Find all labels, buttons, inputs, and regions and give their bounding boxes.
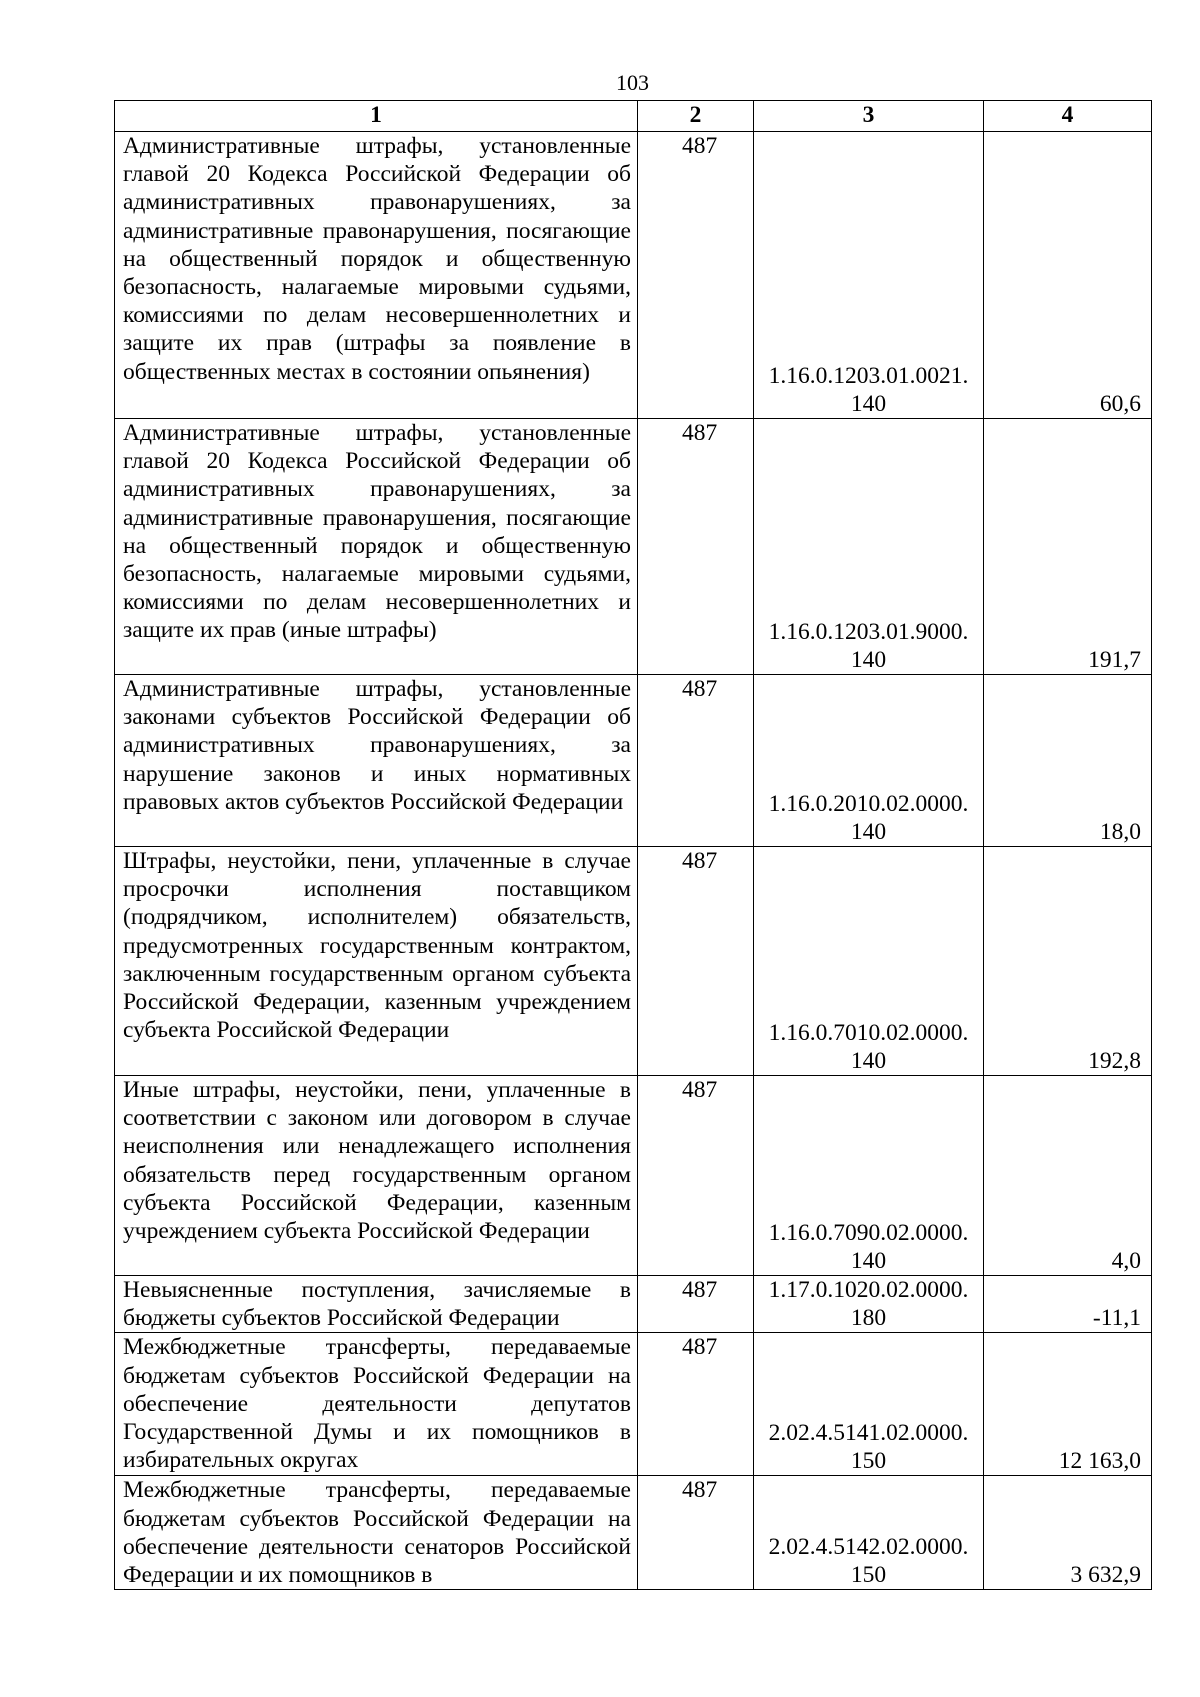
budget-code-line-2: 150 bbox=[850, 1562, 887, 1589]
budget-code-line-2: 140 bbox=[850, 390, 887, 417]
budget-code-line-2: 140 bbox=[850, 1247, 887, 1274]
table-row bbox=[115, 675, 1152, 847]
budget-code-line-2: 140 bbox=[850, 646, 887, 673]
table-row bbox=[115, 419, 1152, 675]
admin-code-cell: 487 bbox=[638, 1076, 754, 1276]
amount-cell: 12 163,0 bbox=[984, 1333, 1152, 1476]
budget-code-line-1: 2.02.4.5142.02.0000. bbox=[768, 1534, 969, 1560]
table-row bbox=[115, 1476, 1152, 1590]
budget-code-line-2: 180 bbox=[850, 1305, 887, 1332]
amount-cell: -11,1 bbox=[984, 1276, 1152, 1333]
column-header-2: 2 bbox=[638, 101, 754, 132]
description-cell: Административные штрафы, установленные главой 20 Кодекса Российской Федерации об административных правонарушениях, за административные правонарушения, посягающие на общественный порядок и общественную безопасность, налагаемые мировыми судьями, комиссиями по делам несовершеннолетних и защите их прав (штрафы за появление в общественных местах в состоянии опьянения) bbox=[115, 132, 638, 419]
budget-code-line-2: 150 bbox=[850, 1448, 887, 1475]
column-header-4: 4 bbox=[984, 101, 1152, 132]
table-row bbox=[115, 1333, 1152, 1476]
amount-cell: 18,0 bbox=[984, 675, 1152, 847]
admin-code-cell: 487 bbox=[638, 1476, 754, 1590]
amount-cell: 60,6 bbox=[984, 132, 1152, 419]
budget-code-line-1: 1.16.0.2010.02.0000. bbox=[768, 790, 969, 817]
description-cell: Административные штрафы, установленные законами субъектов Российской Федерации об административных правонарушениях, за нарушение законов и иных нормативных правовых актов субъектов Российской Федерации bbox=[115, 675, 638, 847]
description-cell: Иные штрафы, неустойки, пени, уплаченные в соответствии с законом или договором в случае неисполнения или ненадлежащего исполнения обязательств перед государственным органом субъекта Российской Федерации, казенным учреждением субъекта Российской Федерации bbox=[115, 1076, 638, 1276]
description-cell: Штрафы, неустойки, пени, уплаченные в случае просрочки исполнения поставщиком (подрядчиком, исполнителем) обязательств, предусмотренных государственным контрактом, заключенным государственным органом субъекта Российской Федерации, казенным учреждением субъекта Российской Федерации bbox=[115, 847, 638, 1076]
amount-cell: 4,0 bbox=[984, 1076, 1152, 1276]
admin-code-cell: 487 bbox=[638, 675, 754, 847]
description-cell: Межбюджетные трансферты, передаваемые бюджетам субъектов Российской Федерации на обеспечение деятельности депутатов Государственной Думы и их помощников в избирательных округах bbox=[115, 1333, 638, 1476]
budget-code-line-1: 1.16.0.7090.02.0000. bbox=[768, 1219, 969, 1246]
amount-cell: 3 632,9 bbox=[984, 1476, 1152, 1590]
table-header-row bbox=[115, 101, 1152, 132]
admin-code-cell: 487 bbox=[638, 1333, 754, 1476]
table-row bbox=[115, 1076, 1152, 1276]
budget-code-cell bbox=[754, 132, 984, 419]
table-row bbox=[115, 132, 1152, 419]
description-cell: Межбюджетные трансферты, передаваемые бюджетам субъектов Российской Федерации на обеспечение деятельности сенаторов Российской Федерации и их помощников в bbox=[115, 1476, 638, 1590]
budget-code-cell bbox=[754, 1276, 984, 1333]
budget-code-cell bbox=[754, 1076, 984, 1276]
description-cell: Невыясненные поступления, зачисляемые в бюджеты субъектов Российской Федерации bbox=[115, 1276, 638, 1333]
admin-code-cell: 487 bbox=[638, 132, 754, 419]
amount-cell: 192,8 bbox=[984, 847, 1152, 1076]
admin-code-cell: 487 bbox=[638, 847, 754, 1076]
description-cell: Административные штрафы, установленные главой 20 Кодекса Российской Федерации об административных правонарушениях, за административные правонарушения, посягающие на общественный порядок и общественную безопасность, налагаемые мировыми судьями, комиссиями по делам несовершеннолетних и защите их прав (иные штрафы) bbox=[115, 419, 638, 675]
budget-table bbox=[114, 100, 1152, 1590]
budget-code-line-2: 140 bbox=[850, 818, 887, 845]
budget-code-cell bbox=[754, 419, 984, 675]
admin-code-cell: 487 bbox=[638, 419, 754, 675]
budget-code-cell bbox=[754, 1333, 984, 1476]
budget-code-line-1: 2.02.4.5141.02.0000. bbox=[768, 1420, 969, 1446]
budget-code-line-1: 1.17.0.1020.02.0000. bbox=[768, 1277, 969, 1303]
budget-code-cell bbox=[754, 675, 984, 847]
table-row bbox=[115, 1276, 1152, 1333]
budget-code-line-2: 140 bbox=[850, 1047, 887, 1074]
column-header-1: 1 bbox=[115, 101, 638, 132]
table-row bbox=[115, 847, 1152, 1076]
budget-code-line-1: 1.16.0.1203.01.9000. bbox=[768, 618, 969, 645]
budget-code-line-1: 1.16.0.1203.01.0021. bbox=[768, 362, 969, 389]
budget-code-line-1: 1.16.0.7010.02.0000. bbox=[768, 1019, 969, 1046]
admin-code-cell: 487 bbox=[638, 1276, 754, 1333]
budget-code-cell bbox=[754, 1476, 984, 1590]
budget-code-cell bbox=[754, 847, 984, 1076]
page-number: 103 bbox=[616, 70, 649, 95]
amount-cell: 191,7 bbox=[984, 419, 1152, 675]
column-header-3: 3 bbox=[754, 101, 984, 132]
